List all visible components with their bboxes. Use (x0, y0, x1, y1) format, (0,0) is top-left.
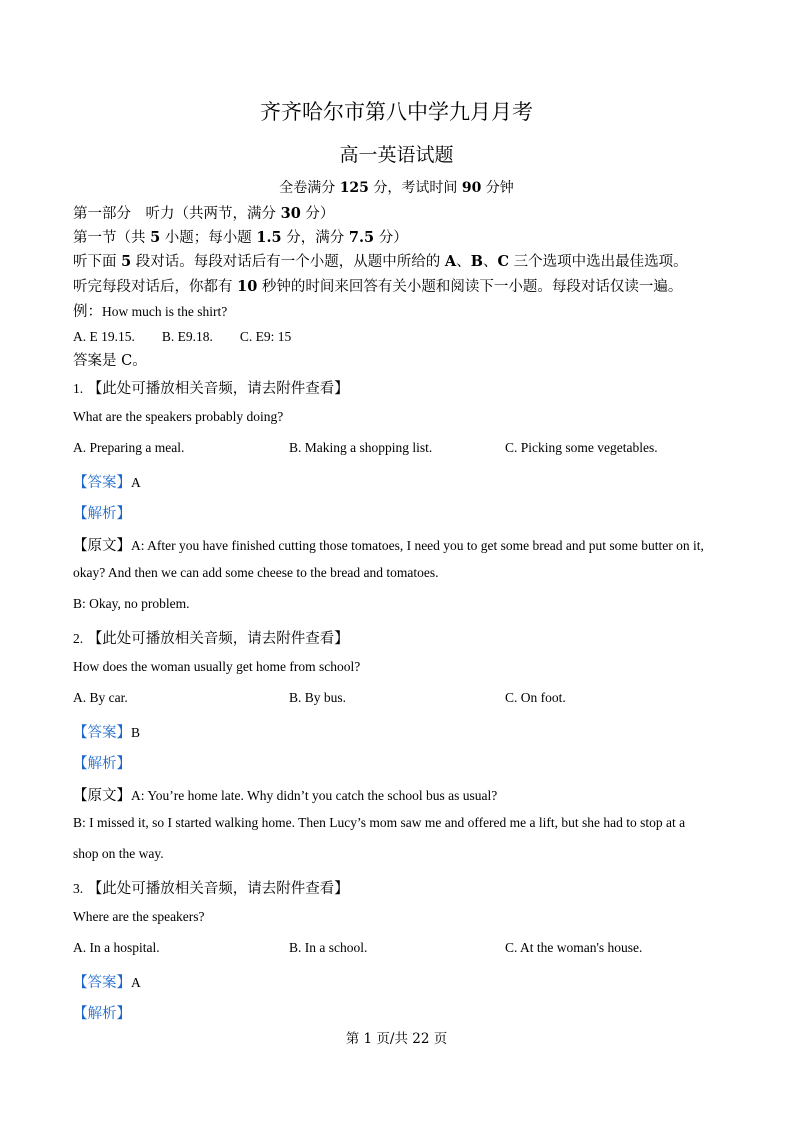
question-2-text: How does the woman usually get home from school? (73, 659, 361, 674)
question-2-transcript-2: B: I missed it, so I started walking home. Then Lucy’s mom saw me and offered me a lift, but she had to stop at a (73, 815, 686, 830)
section-each: 1.5 (256, 229, 282, 246)
question-3-audio[interactable] (73, 877, 349, 898)
question-1-transcript-3: B: Okay, no problem. (73, 596, 190, 611)
exam-time: 90 (461, 180, 482, 196)
example-label: 例： (73, 304, 102, 320)
section-count: 5 (150, 229, 161, 246)
question-1-transcript-1 (73, 534, 704, 555)
part-heading (73, 202, 334, 223)
question-2-audio[interactable] (73, 627, 349, 648)
question-2-option-a: A. By car. (73, 690, 128, 705)
original-tag: 【原文】 (73, 538, 131, 554)
question-1-transcript-2: okay? And then we can add some cheese to the bread and tomatoes. (73, 565, 439, 580)
audio-note: 【此处可播放相关音频，请去附件查看】 (87, 381, 349, 397)
question-2-option-c: C. On foot. (505, 690, 566, 705)
instruction-text: 秒钟的时间来回答有关小题和阅读下一小题。每段对话仅读一遍。 (257, 279, 683, 295)
question-3-analysis-tag: 【解析】 (73, 1006, 131, 1022)
transcript-text: A: You’re home late. Why didn’t you catch the school bus as usual? (131, 788, 498, 803)
example-question (73, 300, 227, 321)
question-2-answer (73, 721, 140, 742)
dialog-count: 5 (121, 253, 132, 270)
question-1-option-c: C. Picking some vegetables. (505, 440, 658, 455)
answer-tag: 【答案】 (73, 725, 131, 741)
question-3-text: Where are the speakers? (73, 909, 205, 924)
audio-note: 【此处可播放相关音频，请去附件查看】 (87, 631, 349, 647)
info-text: 分钟 (481, 180, 514, 196)
section-total: 7.5 (348, 229, 375, 246)
part-text: 分） (300, 206, 335, 222)
separator: 、 (456, 254, 471, 270)
answer-value: B (131, 725, 141, 740)
question-1-analysis-tag: 【解析】 (73, 506, 131, 522)
info-text: 全卷满分 (279, 180, 340, 196)
page-footer: 第 1 页/共 22 页 (345, 1031, 448, 1047)
question-3-option-c: C. At the woman's house. (505, 940, 643, 955)
question-2-option-b: B. By bus. (289, 690, 347, 705)
question-1-option-a: A. Preparing a meal. (73, 440, 185, 455)
question-3-option-b: B. In a school. (289, 940, 368, 955)
instruction-text: 三个选项中选出最佳选项。 (509, 254, 688, 270)
question-number: 2. (73, 631, 84, 646)
option-letter: A (444, 253, 457, 270)
exam-title: 齐齐哈尔市第八中学九月月考 (260, 100, 533, 124)
audio-note: 【此处可播放相关音频，请去附件查看】 (87, 881, 349, 897)
original-tag: 【原文】 (73, 788, 131, 804)
instruction-line-2 (73, 275, 682, 296)
full-score: 125 (339, 180, 369, 196)
exam-subtitle: 高一英语试题 (339, 144, 454, 166)
info-text: 分，考试时间 (368, 180, 462, 196)
separator: 、 (482, 254, 498, 270)
section-text: 分） (374, 230, 408, 246)
question-3-option-a: A. In a hospital. (73, 940, 160, 955)
question-1-text: What are the speakers probably doing? (73, 409, 284, 424)
question-number: 1. (73, 381, 84, 396)
question-3-answer (73, 971, 141, 992)
section-text: 分，满分 (281, 230, 349, 246)
question-1-answer (73, 471, 141, 492)
example-text: How much is the shirt? (102, 304, 228, 319)
option-letter: C (497, 253, 509, 270)
answer-value: A (131, 975, 141, 990)
option-letter: B (470, 253, 483, 270)
section-text: 第一节（共 (73, 230, 151, 246)
section-heading (73, 226, 408, 247)
answer-tag: 【答案】 (73, 475, 131, 491)
example-answer: 答案是 C。 (73, 353, 147, 369)
section-text: 小题；每小题 (160, 230, 257, 246)
question-2-transcript-3: shop on the way. (73, 846, 164, 861)
instruction-line-1 (73, 250, 688, 271)
part-text: 第一部分 听力（共两节，满分 (73, 206, 281, 222)
question-1-audio[interactable] (73, 377, 349, 398)
instruction-text: 段对话。每段对话后有一个小题，从题中所给的 (131, 254, 445, 270)
question-number: 3. (73, 881, 84, 896)
question-1-option-b: B. Making a shopping list. (289, 440, 433, 455)
question-2-analysis-tag: 【解析】 (73, 756, 131, 772)
part-score: 30 (280, 205, 301, 222)
exam-info (0, 177, 793, 197)
instruction-text: 听完每段对话后，你都有 (73, 279, 238, 295)
seconds-count: 10 (237, 278, 258, 295)
transcript-text: A: After you have finished cutting those tomatoes, I need you to get some bread and put some butter on it, (131, 538, 704, 553)
answer-tag: 【答案】 (73, 975, 131, 991)
example-options: A. E 19.15. B. E9.18. C. E9: 15 (73, 329, 292, 344)
question-2-transcript-1 (73, 784, 497, 805)
answer-value: A (131, 475, 141, 490)
instruction-text: 听下面 (73, 254, 122, 270)
